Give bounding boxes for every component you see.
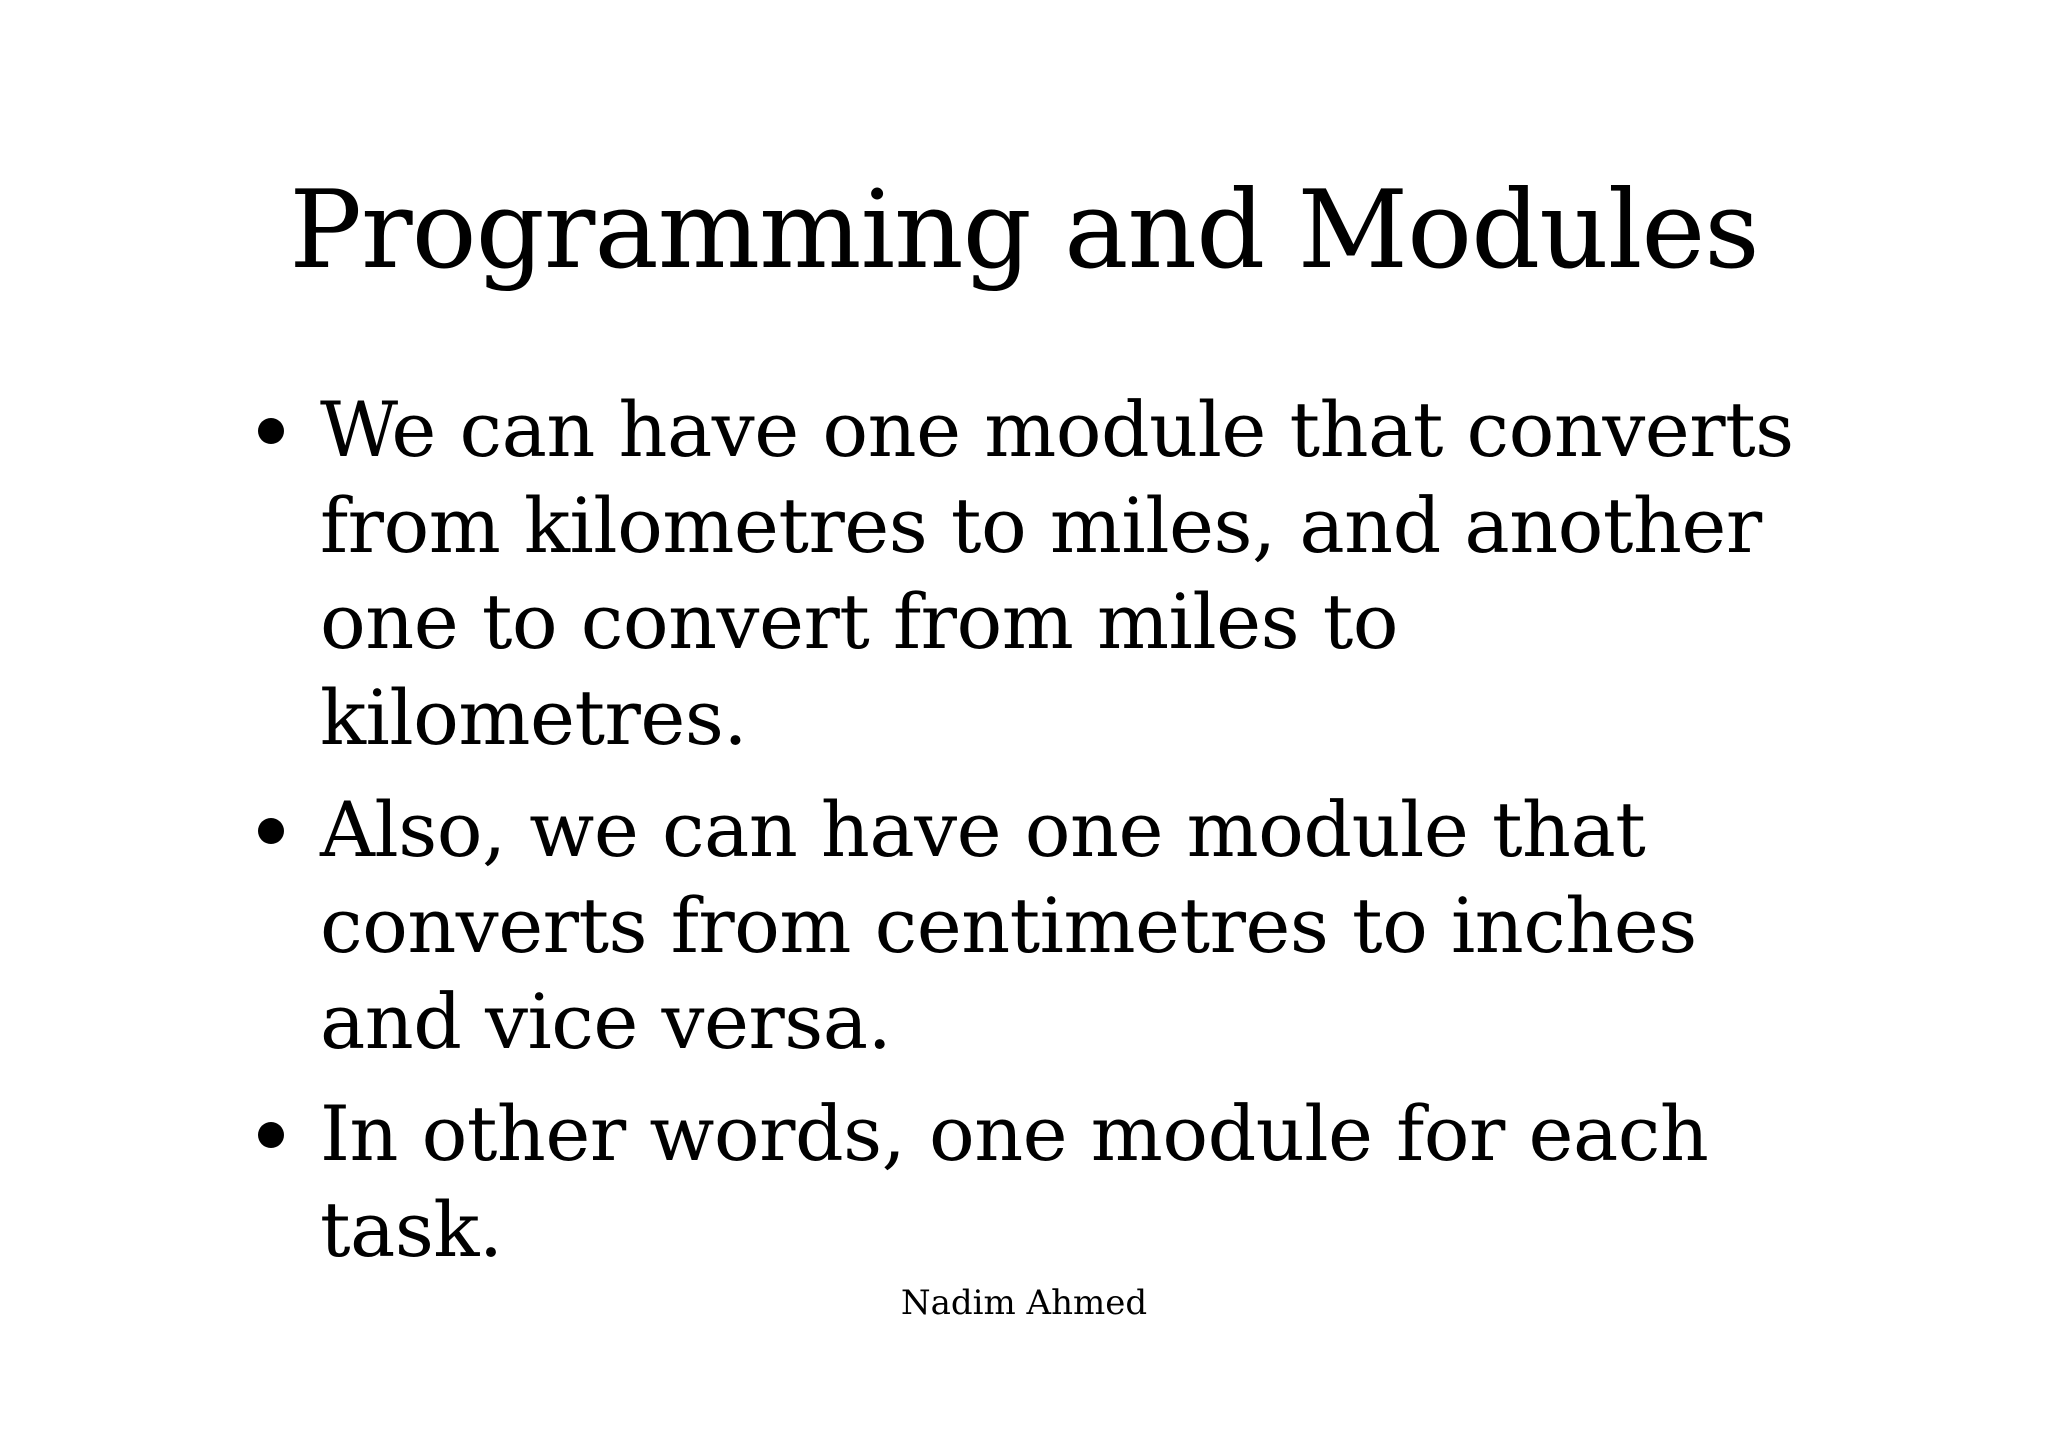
bullet-item (258, 382, 1818, 766)
bullet-item (258, 782, 1818, 1070)
footer-author: Nadim Ahmed (900, 1283, 1148, 1323)
bullet-item (258, 1086, 1818, 1278)
slide-title: Programming and Modules (289, 168, 1759, 293)
bullet-text: We can have one module that converts from kilometres to miles, and another one to convert from miles to kilometres. (320, 385, 1794, 762)
bullet-icon (258, 1122, 284, 1148)
bullet-text: In other words, one module for each task. (320, 1089, 1709, 1274)
bullet-list (258, 382, 1818, 1294)
bullet-icon (258, 818, 284, 844)
bullet-icon (258, 418, 284, 444)
bullet-text: Also, we can have one module that converts from centimetres to inches and vice versa. (320, 785, 1697, 1066)
